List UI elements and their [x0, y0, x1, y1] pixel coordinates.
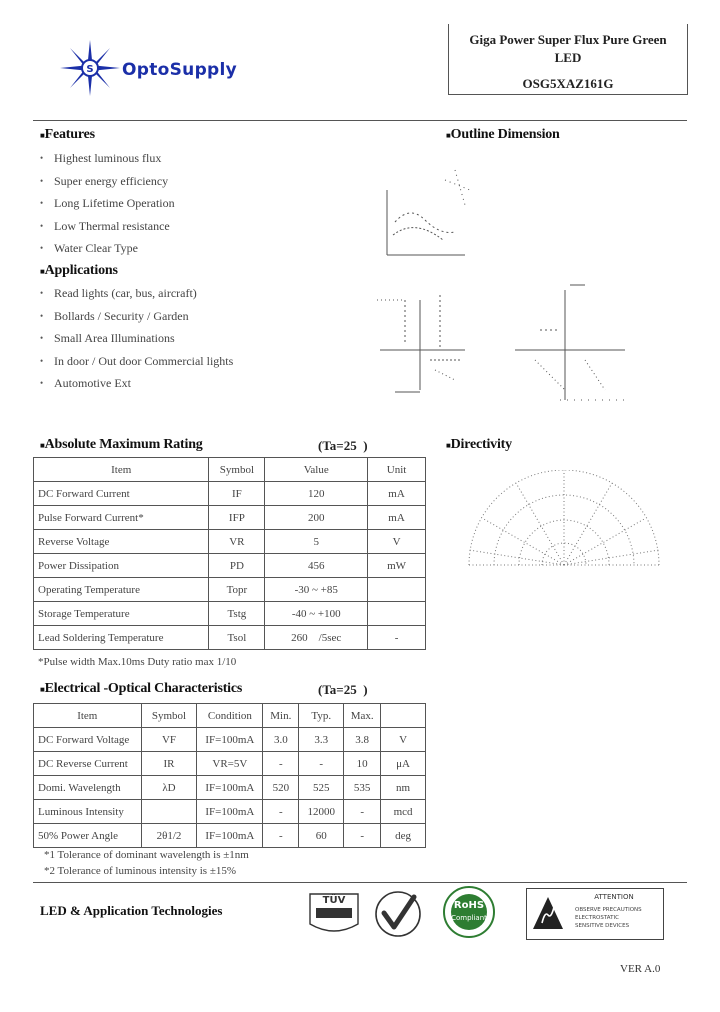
features-title: ■Features — [40, 127, 95, 142]
eo-condition: (Ta=25 ) — [318, 682, 368, 697]
list-item: • Read lights (car, bus, aircraft) — [38, 282, 233, 305]
cell-unit: μA — [381, 752, 426, 776]
cell-item: 50% Power Angle — [34, 824, 142, 848]
applications-title: ■Applications — [40, 263, 118, 278]
cell-condition: IF=100mA — [197, 728, 263, 752]
footer-rule — [33, 882, 687, 883]
section-square-icon: ■ — [40, 131, 45, 140]
cell-min: 3.0 — [263, 728, 299, 752]
outline-title: ■Outline Dimension — [446, 127, 560, 142]
header-cell: Symbol — [141, 704, 197, 728]
cell-value: -40 ~ +100 — [265, 602, 368, 626]
esd-warning-icon — [531, 895, 565, 933]
header-cell: Unit — [368, 458, 426, 482]
header-cell: Item — [34, 458, 209, 482]
features-list — [38, 147, 175, 260]
eo-title: ■Electrical -Optical Characteristics — [40, 681, 243, 696]
outline-dimension-drawing — [365, 160, 645, 425]
cell-symbol: PD — [209, 554, 265, 578]
header-cell: Max. — [344, 704, 381, 728]
header-cell: Value — [265, 458, 368, 482]
cell-symbol: VF — [141, 728, 197, 752]
esd-title: ATTENTION — [594, 893, 634, 901]
list-item: • Water Clear Type — [38, 237, 175, 260]
header-cell: Item — [34, 704, 142, 728]
cell-value: 120 — [265, 482, 368, 506]
list-item: • Long Lifetime Operation — [38, 192, 175, 215]
header-cell: Condition — [197, 704, 263, 728]
abs-max-condition: (Ta=25 ) — [318, 438, 368, 453]
cell-value: 200 — [265, 506, 368, 530]
cell-item: Lead Soldering Temperature — [34, 626, 209, 650]
table-row — [34, 554, 426, 578]
table-row — [34, 602, 426, 626]
cell-item: Operating Temperature — [34, 578, 209, 602]
header-cell: Symbol — [209, 458, 265, 482]
eo-note-1: *1 Tolerance of dominant wavelength is ±1nm — [44, 849, 249, 861]
product-name: Giga Power Super Flux Pure Green LED — [469, 32, 667, 65]
applications-list — [38, 282, 233, 395]
header-cell: Typ. — [299, 704, 344, 728]
header-rule — [33, 120, 687, 121]
list-item: • Low Thermal resistance — [38, 215, 175, 238]
directivity-title: ■Directivity — [446, 437, 512, 452]
abs-max-title: ■Absolute Maximum Rating — [40, 437, 203, 452]
table-row — [34, 824, 426, 848]
part-number: OSG5XAZ161G — [522, 76, 614, 91]
table-row — [34, 482, 426, 506]
cell-unit: nm — [381, 776, 426, 800]
header-cell — [381, 704, 426, 728]
cell-unit: deg — [381, 824, 426, 848]
cell-value: 5 — [265, 530, 368, 554]
esd-attention-badge — [526, 888, 664, 940]
cell-typ: - — [299, 752, 344, 776]
table-row — [34, 728, 426, 752]
cell-symbol: 2θ1/2 — [141, 824, 197, 848]
cell-condition: IF=100mA — [197, 776, 263, 800]
cell-unit — [368, 602, 426, 626]
cell-symbol: λD — [141, 776, 197, 800]
cell-symbol: Tsol — [209, 626, 265, 650]
table-header-row — [34, 458, 426, 482]
cell-unit: V — [381, 728, 426, 752]
cell-symbol: IF — [209, 482, 265, 506]
cell-min: 520 — [263, 776, 299, 800]
list-item: • Automotive Ext — [38, 372, 233, 395]
cell-symbol: Tstg — [209, 602, 265, 626]
cell-min: - — [263, 752, 299, 776]
tuv-badge — [306, 890, 362, 938]
cell-unit: V — [368, 530, 426, 554]
section-square-icon: ■ — [446, 131, 451, 140]
cell-max: 3.8 — [344, 728, 381, 752]
cell-typ: 12000 — [299, 800, 344, 824]
cell-item: Storage Temperature — [34, 602, 209, 626]
star-burst-icon — [58, 38, 122, 98]
cell-symbol: Topr — [209, 578, 265, 602]
list-item: • In door / Out door Commercial lights — [38, 350, 233, 373]
list-item: • Small Area Illuminations — [38, 327, 233, 350]
brand-name: OptoSupply — [122, 60, 238, 80]
list-item: • Super energy efficiency — [38, 170, 175, 193]
cell-unit: - — [368, 626, 426, 650]
company-name: LED & Application Technologies — [40, 903, 223, 918]
title-box — [448, 24, 688, 95]
cell-condition: IF=100mA — [197, 824, 263, 848]
abs-max-footnote: *Pulse width Max.10ms Duty ratio max 1/10 — [38, 656, 237, 668]
table-row — [34, 776, 426, 800]
rohs-label: RoHS — [453, 900, 485, 911]
section-square-icon: ■ — [40, 685, 45, 694]
directivity-polar-plot — [464, 470, 664, 570]
eo-table — [33, 703, 426, 848]
cell-max: - — [344, 800, 381, 824]
cell-value: 260 /5sec — [265, 626, 368, 650]
cell-unit — [368, 578, 426, 602]
cell-value: -30 ~ +85 — [265, 578, 368, 602]
table-row — [34, 800, 426, 824]
cell-min: - — [263, 800, 299, 824]
table-row — [34, 530, 426, 554]
rohs-sublabel: Compliant — [451, 914, 487, 922]
section-square-icon: ■ — [446, 441, 451, 450]
cell-unit: mA — [368, 506, 426, 530]
table-row — [34, 506, 426, 530]
cell-unit: mW — [368, 554, 426, 578]
esd-text: OBSERVE PRECAUTIONS ELECTROSTATIC SENSITIVE DEVICES — [575, 907, 642, 929]
cell-max: 535 — [344, 776, 381, 800]
cell-item: Luminous Intensity — [34, 800, 142, 824]
cell-typ: 60 — [299, 824, 344, 848]
table-row — [34, 578, 426, 602]
cell-symbol: VR — [209, 530, 265, 554]
cell-value: 456 — [265, 554, 368, 578]
abs-max-table — [33, 457, 426, 650]
brand-logo — [58, 38, 278, 98]
cell-item: Power Dissipation — [34, 554, 209, 578]
cell-unit: mA — [368, 482, 426, 506]
cell-symbol: IR — [141, 752, 197, 776]
cell-max: 10 — [344, 752, 381, 776]
list-item: • Highest luminous flux — [38, 147, 175, 170]
cell-item: Pulse Forward Current* — [34, 506, 209, 530]
cell-condition: IF=100mA — [197, 800, 263, 824]
cell-item: Reverse Voltage — [34, 530, 209, 554]
list-item: • Bollards / Security / Garden — [38, 305, 233, 328]
tuv-label: TÜV — [322, 895, 346, 906]
cell-item: DC Forward Voltage — [34, 728, 142, 752]
cell-item: DC Forward Current — [34, 482, 209, 506]
rohs-badge — [436, 885, 502, 939]
section-square-icon: ■ — [40, 267, 45, 276]
cell-condition: VR=5V — [197, 752, 263, 776]
cell-item: Domi. Wavelength — [34, 776, 142, 800]
rohs-icon — [436, 885, 502, 939]
table-row — [34, 752, 426, 776]
header-cell: Min. — [263, 704, 299, 728]
cell-item: DC Reverse Current — [34, 752, 142, 776]
cell-symbol — [141, 800, 197, 824]
eo-note-2: *2 Tolerance of luminous intensity is ±15% — [44, 865, 237, 877]
compliance-check-icon — [370, 887, 426, 939]
cell-symbol: IFP — [209, 506, 265, 530]
cell-min: - — [263, 824, 299, 848]
cell-unit: mcd — [381, 800, 426, 824]
table-header-row — [34, 704, 426, 728]
cell-max: - — [344, 824, 381, 848]
table-row — [34, 626, 426, 650]
version-label: VER A.0 — [620, 963, 661, 975]
cell-typ: 525 — [299, 776, 344, 800]
svg-text:S: S — [86, 64, 94, 75]
section-square-icon: ■ — [40, 441, 45, 450]
cell-typ: 3.3 — [299, 728, 344, 752]
